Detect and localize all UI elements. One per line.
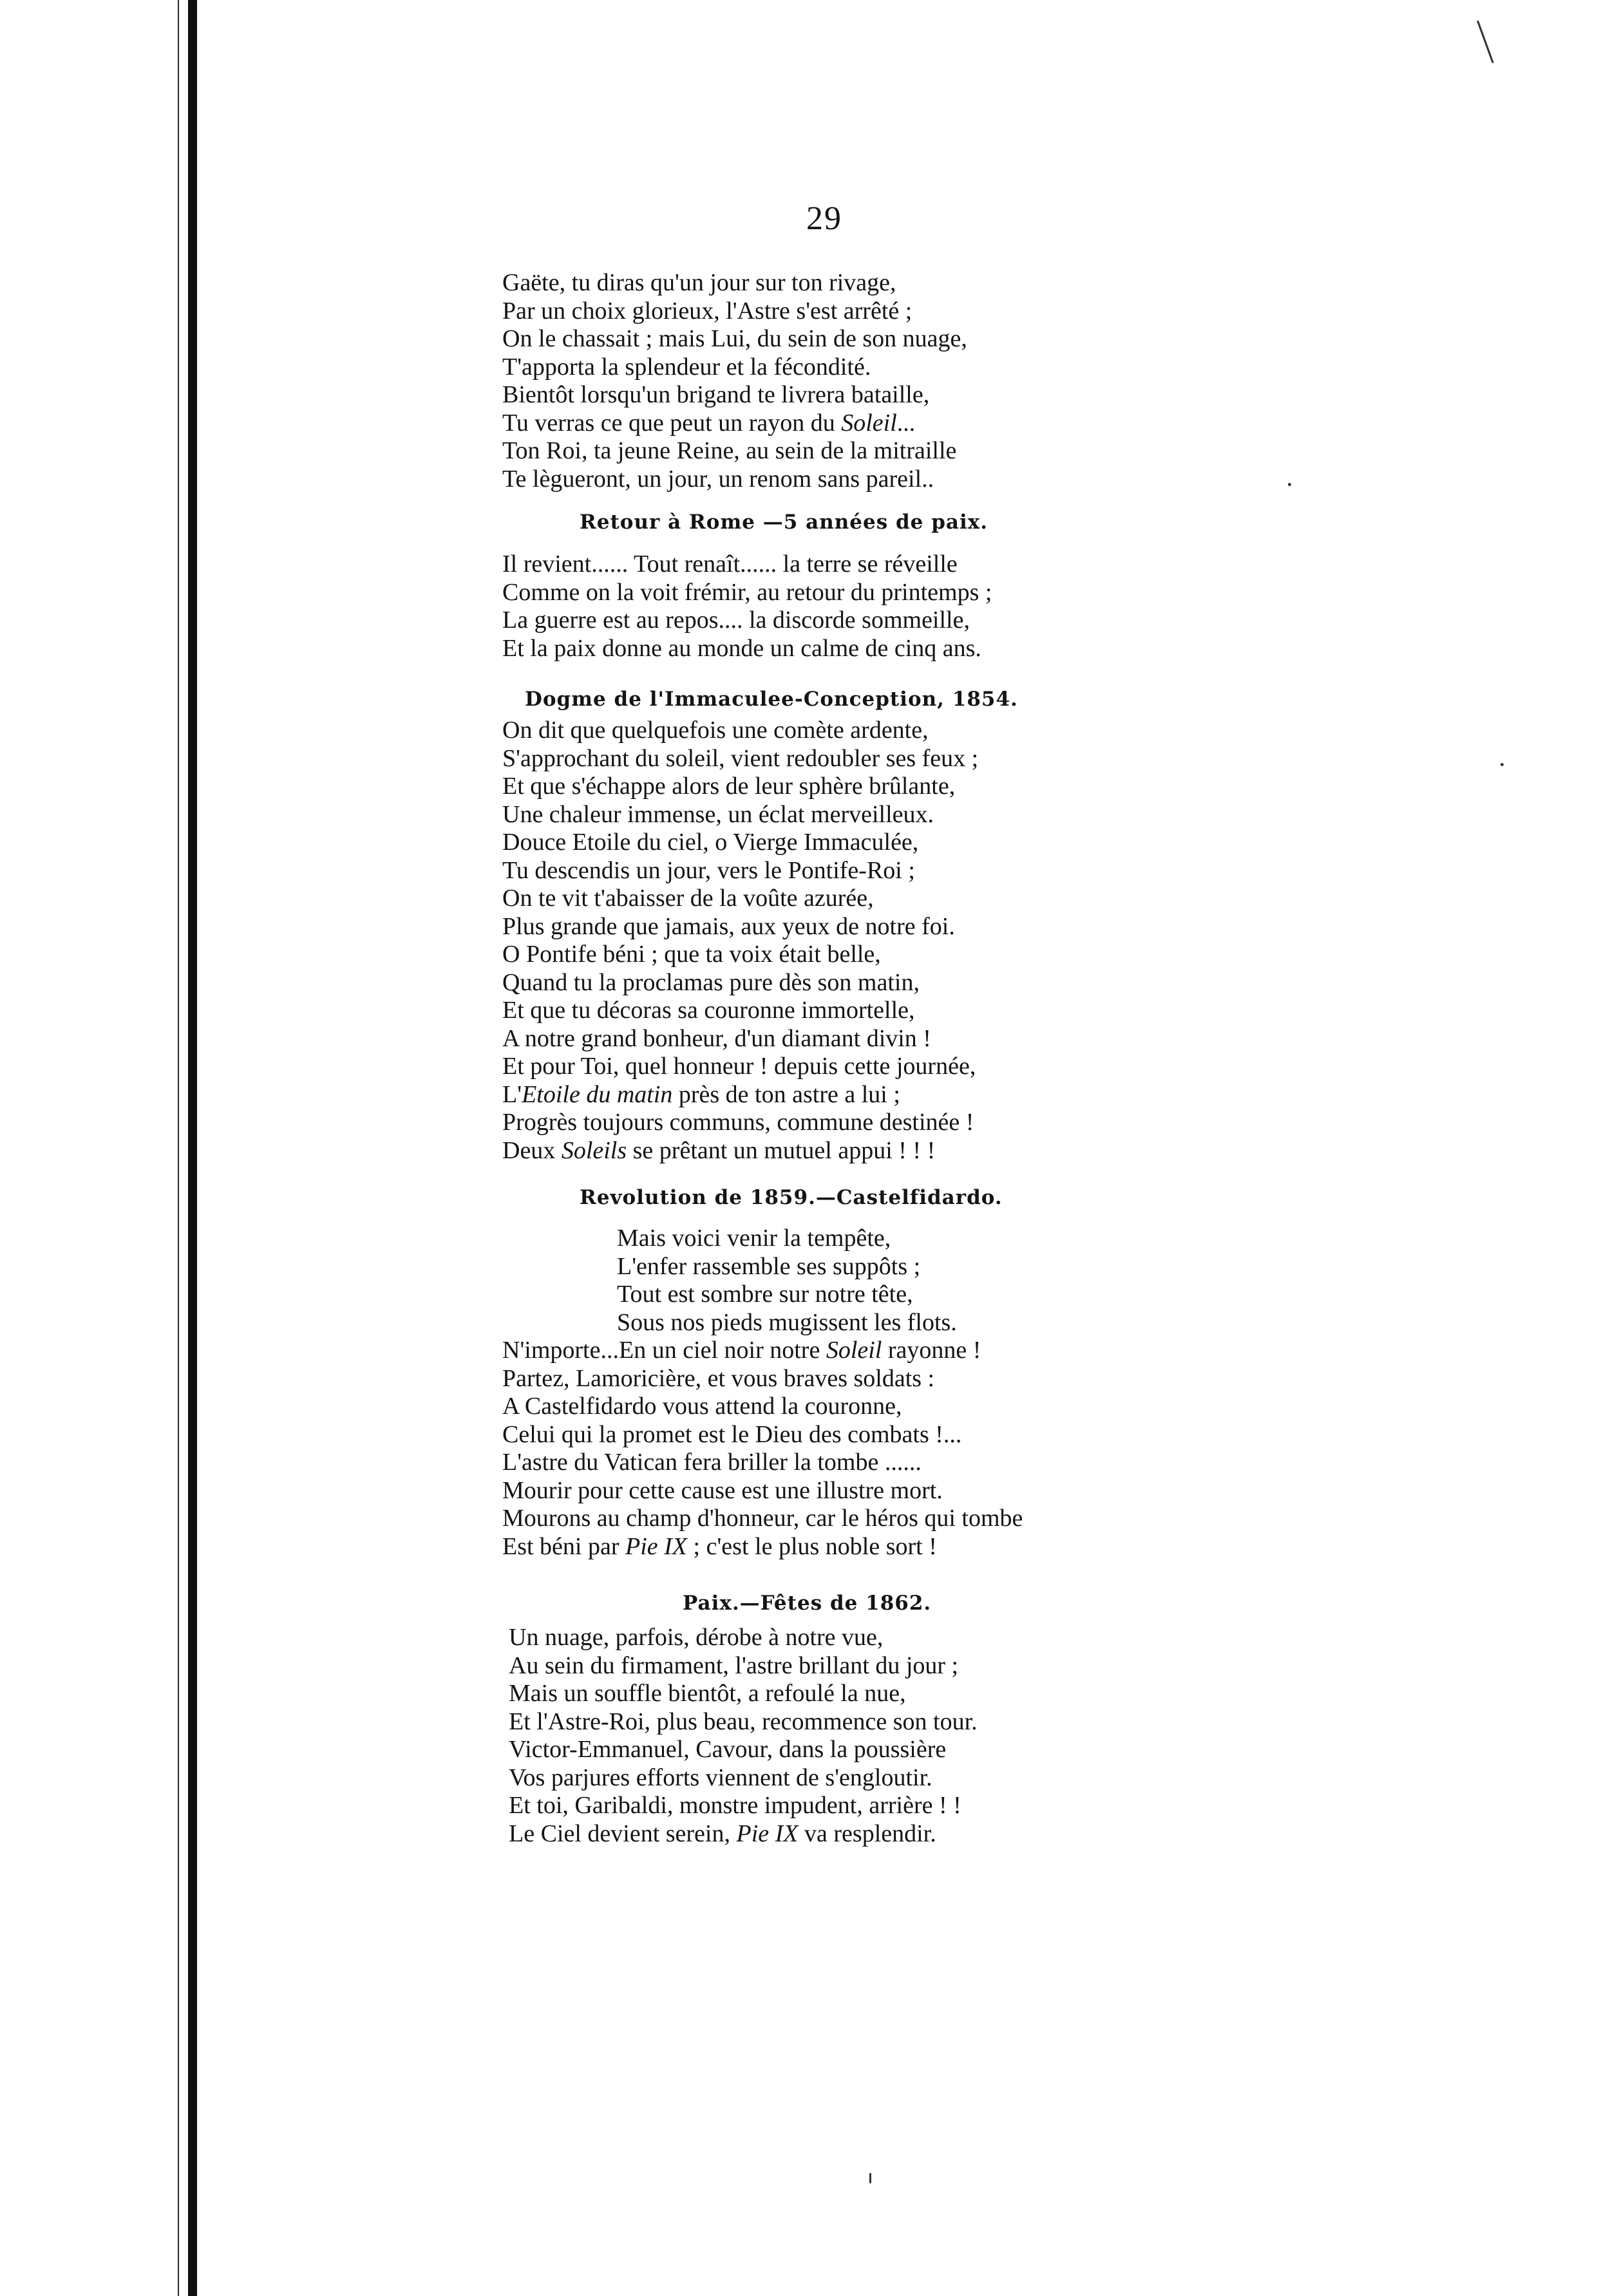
stanza-3	[502, 717, 1185, 1165]
verse-line: Te lègueront, un jour, un renom sans pareil..	[502, 465, 934, 493]
verse-line: Partez, Lamoricière, et vous braves soldats :	[502, 1364, 935, 1392]
verse-line: Au sein du firmament, l'astre brillant du jour ;	[509, 1651, 959, 1679]
verse-line: A notre grand bonheur, d'un diamant divin !	[502, 1024, 931, 1052]
verse-line: O Pontife béni ; que ta voix était belle,	[502, 941, 881, 968]
verse-line: Mais un souffle bientôt, a refoulé la nue,	[509, 1680, 906, 1707]
verse-line: L'Etoile du matin près de ton astre a lui ;	[502, 1080, 900, 1108]
verse-line: Douce Etoile du ciel, o Vierge Immaculée,	[502, 829, 919, 856]
binding-shadow	[188, 0, 197, 2296]
verse-line: Celui qui la promet est le Dieu des combats !...	[502, 1420, 962, 1448]
verse-line: Sous nos pieds mugissent les flots.	[617, 1308, 957, 1336]
verse-line: Mourons au champ d'honneur, car le héros qui tombe	[502, 1505, 1023, 1532]
scan-speck	[1288, 483, 1291, 486]
verse-line: A Castelfidardo vous attend la couronne,	[502, 1393, 902, 1420]
verse-line: Et la paix donne au monde un calme de cinq ans.	[502, 634, 981, 662]
section-heading: Retour à Rome —5 années de paix.	[580, 511, 988, 534]
verse-line: On te vit t'abaisser de la voûte azurée,	[502, 885, 874, 912]
scan-speck	[1477, 21, 1494, 64]
verse-line: Ton Roi, ta jeune Reine, au sein de la mitraille	[502, 437, 957, 464]
verse-line: Par un choix glorieux, l'Astre s'est arrêté ;	[502, 297, 913, 325]
verse-line: Comme on la voit frémir, au retour du printemps ;	[502, 578, 992, 606]
scan-speck	[869, 2173, 871, 2183]
verse-line: Mourir pour cette cause est une illustre mort.	[502, 1476, 943, 1504]
binding-edge-line	[178, 0, 179, 2296]
verse-line: La guerre est au repos.... la discorde sommeille,	[502, 607, 970, 634]
verse-line: Deux Soleils se prêtant un mutuel appui ! ! !	[502, 1136, 936, 1164]
verse-line: On dit que quelquefois une comète ardente,	[502, 717, 929, 744]
verse-line: L'astre du Vatican fera briller la tombe ......	[502, 1449, 922, 1476]
verse-line: Et que tu décoras sa couronne immortelle,	[502, 997, 915, 1024]
stanza-2	[502, 550, 1185, 663]
verse-line: N'importe...En un ciel noir notre Soleil rayonne !	[502, 1337, 981, 1364]
verse-line: Et pour Toi, quel honneur ! depuis cette journée,	[502, 1053, 976, 1080]
verse-line: Est béni par Pie IX ; c'est le plus noble sort !	[502, 1532, 937, 1560]
section-heading: Paix.—Fêtes de 1862.	[683, 1592, 932, 1615]
verse-line: Progrès toujours communs, commune destinée !	[502, 1109, 974, 1136]
verse-line: Le Ciel devient serein, Pie IX va resplendir.	[509, 1820, 936, 1847]
verse-line: L'enfer rassemble ses suppôts ;	[617, 1252, 921, 1280]
verse-line: Victor-Emmanuel, Cavour, dans la poussière	[509, 1736, 947, 1763]
verse-line: Plus grande que jamais, aux yeux de notre foi.	[502, 912, 955, 940]
page-number: 29	[806, 200, 842, 237]
verse-line: T'apporta la splendeur et la fécondité.	[502, 353, 871, 381]
verse-line: Et toi, Garibaldi, monstre impudent, arrière ! !	[509, 1792, 961, 1819]
verse-line: Et que s'échappe alors de leur sphère brûlante,	[502, 773, 956, 800]
verse-line: Bientôt lorsqu'un brigand te livrera bataille,	[502, 381, 930, 408]
verse-line: Vos parjures efforts viennent de s'engloutir.	[509, 1764, 932, 1791]
verse-line: Tout est sombre sur notre tête,	[617, 1281, 913, 1308]
stanza-4-indented	[502, 1225, 1185, 1337]
section-heading: Revolution de 1859.—Castelfidardo.	[580, 1186, 1003, 1209]
verse-line: Un nuage, parfois, dérobe à notre vue,	[509, 1624, 884, 1651]
verse-line: Mais voici venir la tempête,	[617, 1225, 891, 1252]
verse-line: Quand tu la proclamas pure dès son matin,	[502, 968, 920, 996]
verse-line: Il revient...... Tout renaît...... la terre se réveille	[502, 550, 958, 578]
verse-line: Une chaleur immense, un éclat merveilleux.	[502, 800, 934, 828]
stanza-4	[502, 1337, 1185, 1561]
verse-line: S'approchant du soleil, vient redoubler ses feux ;	[502, 744, 979, 772]
stanza-5	[502, 1624, 1185, 1848]
section-heading: Dogme de l'Immaculee-Conception, 1854.	[525, 688, 1018, 711]
verse-line: Tu verras ce que peut un rayon du Soleil...	[502, 409, 916, 437]
scan-speck	[1500, 763, 1504, 766]
stanza-1	[502, 269, 1185, 493]
verse-line: On le chassait ; mais Lui, du sein de son nuage,	[502, 325, 967, 352]
verse-line: Et l'Astre-Roi, plus beau, recommence son tour.	[509, 1708, 978, 1735]
verse-line: Tu descendis un jour, vers le Pontife-Roi ;	[502, 856, 915, 884]
verse-line: Gaëte, tu diras qu'un jour sur ton rivage,	[502, 269, 896, 296]
